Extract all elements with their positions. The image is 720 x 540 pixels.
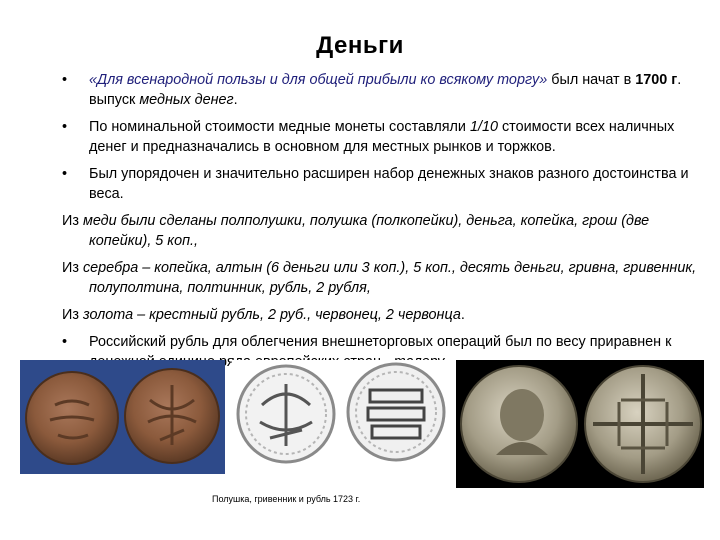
- grivennik-coin-image: [232, 360, 452, 465]
- decree-quote: «Для всенародной пользы и для общей прибыли ко всякому торгу»: [89, 72, 548, 88]
- copper-money-term: медных денег: [139, 92, 234, 108]
- slide-body: [62, 70, 702, 379]
- bullet-text: Был упорядочен и значительно расширен набор денежных знаков разного достоинства и веса.: [89, 166, 689, 202]
- gold-coins-text: золота – крестный рубль, 2 руб., червонец, 2 червонца: [82, 307, 461, 323]
- silver-line: [62, 258, 702, 298]
- line-lead: Из: [62, 260, 83, 276]
- line-lead: Из: [62, 307, 83, 323]
- copper-line: [62, 211, 702, 251]
- slide-title: Деньги: [316, 32, 404, 59]
- bullet-item: [62, 164, 702, 204]
- bullet-text: был начат в: [547, 72, 636, 88]
- bullet-text: . выпуск: [89, 72, 682, 108]
- bullet-text: Российский рубль для облегчения внешнеторговых операций был по весу приравнен к: [89, 334, 672, 350]
- bullet-text: По номинальной стоимости медные монеты составляли: [89, 119, 470, 135]
- line-lead: Из: [62, 213, 83, 229]
- polushka-coin-image: [20, 360, 225, 474]
- ruble-coin-image: [456, 360, 704, 488]
- bullet-text: стоимости всех наличных денег и предназначались в основном для местных рынков и торжков.: [89, 119, 675, 155]
- fraction-text: 1/10: [469, 119, 498, 135]
- bullet-text: .: [233, 92, 238, 108]
- bullet-dot: •: [62, 72, 68, 88]
- year-text: 1700 г: [635, 72, 678, 88]
- line-end: .: [460, 307, 465, 323]
- gold-line: [62, 305, 702, 325]
- copper-coins-text: меди были сделаны полполушки, полушка (полкопейки), деньга, копейка, грош (две копейки), 5 коп.,: [82, 213, 650, 249]
- bullet-dot: •: [62, 166, 68, 182]
- bullet-item: [62, 70, 702, 110]
- bullet-dot: •: [62, 119, 68, 135]
- image-caption: Полушка, гривенник и рубль 1723 г.: [212, 494, 361, 504]
- bullet-item: [62, 117, 702, 157]
- bullet-dot: •: [62, 334, 68, 350]
- silver-coins-text: серебра – копейка, алтын (6 деньги или 3 коп.), 5 коп., десять деньги, гривна, гривенник, полуполтина, полтинник, рубль, 2 рубля,: [82, 260, 697, 296]
